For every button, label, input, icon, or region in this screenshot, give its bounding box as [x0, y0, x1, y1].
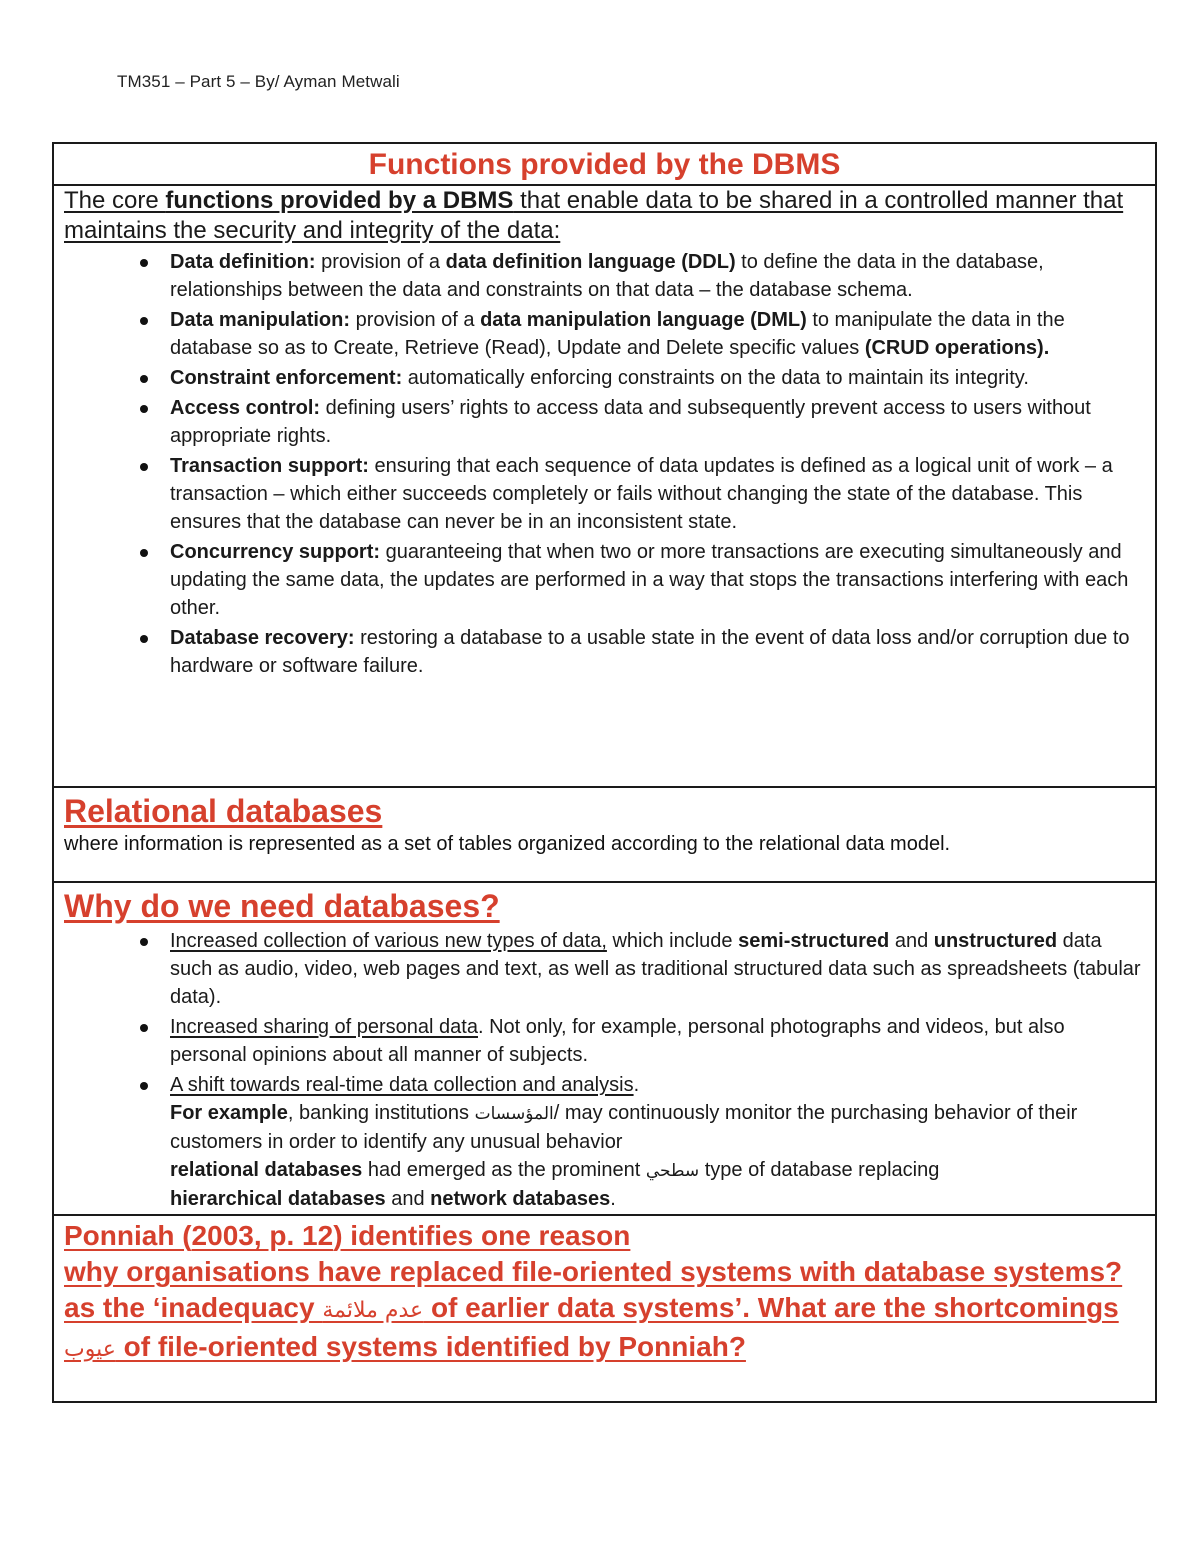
item-text: restoring a database to a usable state in the event of data loss and/or corruption due to hardware or software failure. [170, 627, 1130, 677]
bullet-icon [140, 405, 148, 413]
list-item [170, 1013, 1145, 1069]
list-item [170, 624, 1145, 680]
list-item [170, 452, 1145, 536]
relational-cell [54, 788, 1155, 883]
item-bold: data manipulation language (DML) [480, 309, 807, 331]
item-text: provision of a [315, 251, 446, 273]
bullet-icon [140, 938, 148, 946]
bullet-icon [140, 317, 148, 325]
item-underlined: Increased collection of various new types of data, [170, 930, 607, 952]
list-item [170, 1071, 1145, 1213]
item-text: and [385, 1188, 431, 1210]
ponniah-text: why organisations have replaced file-oriented systems with database systems? as the ‘inadequacy [64, 1256, 1123, 1323]
ponniah-question [64, 1218, 1145, 1368]
bullet-icon [140, 549, 148, 557]
functions-title: Functions provided by the DBMS [368, 148, 841, 181]
item-bold: unstructured [933, 930, 1058, 952]
item-text: type of database replacing [699, 1159, 940, 1181]
bullet-icon [140, 1024, 148, 1032]
item-term: Data definition: [170, 251, 316, 273]
item-text: which include [606, 930, 739, 952]
arabic-note: عيوب [64, 1337, 116, 1362]
bullet-icon [140, 1082, 148, 1090]
intro-post: that enable data to be shared in a controlled manner that maintains the security and integrity of the data: [64, 187, 1124, 244]
list-item [170, 394, 1145, 450]
item-text: to manipulate the data in the database so as to Create, Retrieve (Read), Update and Delete specific values [170, 309, 1065, 359]
item-term: Concurrency support: [170, 541, 381, 563]
item-text: ensuring that each sequence of data updates is defined as a logical unit of work – a transaction – which either succeeds completely or fails without changing the state of the database. This ensures that the database can never be in an inconsistent state. [170, 455, 1113, 533]
item-text: / may continuously monitor the purchasing behavior of their customers in order to identify any unusual behavior [170, 1102, 1078, 1153]
ponniah-text: Ponniah ( [64, 1220, 192, 1251]
item-term: Access control: [170, 397, 321, 419]
ponniah-cell [54, 1216, 1155, 1401]
functions-title-cell [54, 144, 1155, 186]
item-text: . Not only, for example, personal photographs and videos, but also personal opinions about all manner of subjects. [170, 1016, 1065, 1066]
functions-intro [64, 186, 1145, 246]
list-item [170, 538, 1145, 622]
item-term: Database recovery: [170, 627, 355, 649]
bullet-icon [140, 463, 148, 471]
item-text: , banking institutions [287, 1102, 475, 1124]
bullet-icon [140, 375, 148, 383]
why-cell [54, 883, 1155, 1216]
item-bold: network databases [430, 1188, 611, 1210]
why-list [64, 927, 1145, 1213]
item-term: Transaction support: [170, 455, 369, 477]
list-item [170, 248, 1145, 304]
relational-heading: Relational databases [64, 793, 383, 829]
list-item [170, 306, 1145, 362]
item-text: automatically enforcing constraints on the data to maintain its integrity. [402, 367, 1029, 389]
intro-pre: The core [64, 187, 166, 214]
list-item [170, 364, 1145, 392]
item-text: . [633, 1074, 640, 1096]
list-item [170, 927, 1145, 1011]
item-text: provision of a [350, 309, 481, 331]
item-bold: relational databases [170, 1159, 363, 1181]
intro-bold: functions provided by a DBMS [165, 187, 514, 214]
arabic-note: سطحي [645, 1161, 700, 1181]
page-header: TM351 – Part 5 – By/ Ayman Metwali [117, 72, 400, 91]
bullet-icon [140, 259, 148, 267]
item-bold: (CRUD operations). [864, 337, 1050, 359]
item-bold: hierarchical databases [170, 1188, 386, 1210]
item-text: defining users’ rights to access data and subsequently prevent access to users without appropriate rights. [170, 397, 1091, 447]
item-bold: For example [170, 1102, 288, 1124]
item-text: data such as audio, video, web pages and text, as well as traditional structured data such as spreadsheets (tabular data). [170, 930, 1141, 1008]
functions-cell [54, 186, 1155, 788]
arabic-note: المؤسسات [474, 1104, 554, 1124]
item-bold: semi-structured [738, 930, 890, 952]
relational-body: where information is represented as a set of tables organized according to the relational data model. [64, 833, 951, 855]
arabic-note: عدم ملائمة [322, 1298, 424, 1323]
why-heading: Why do we need databases? [64, 888, 500, 924]
item-text: and [889, 930, 934, 952]
ponniah-text: ) identifies one reason [333, 1220, 631, 1251]
ponniah-citation: 2003, p. 12 [191, 1220, 334, 1251]
bullet-icon [140, 635, 148, 643]
item-text: guaranteeing that when two or more transactions are executing simultaneously and updating the same data, the updates are performed in a way that stops the transactions interfering with each other. [170, 541, 1129, 619]
functions-list [64, 248, 1145, 680]
item-underlined: Increased sharing of personal data [170, 1016, 478, 1038]
item-text: . [610, 1188, 616, 1210]
ponniah-text: of file-oriented systems identified by Ponniah? [115, 1331, 746, 1362]
item-text: had emerged as the prominent [362, 1159, 646, 1181]
item-underlined: A shift towards real-time data collection and analysis [170, 1074, 634, 1096]
item-term: Constraint enforcement: [170, 367, 403, 389]
ponniah-text: of earlier data systems’. What are the shortcomings [423, 1292, 1119, 1323]
item-term: Data manipulation: [170, 309, 351, 331]
item-bold: data definition language (DDL) [445, 251, 736, 273]
notes-table [52, 142, 1157, 1403]
item-text: to define the data in the database, relationships between the data and constraints on that data – the database schema. [170, 251, 1044, 301]
